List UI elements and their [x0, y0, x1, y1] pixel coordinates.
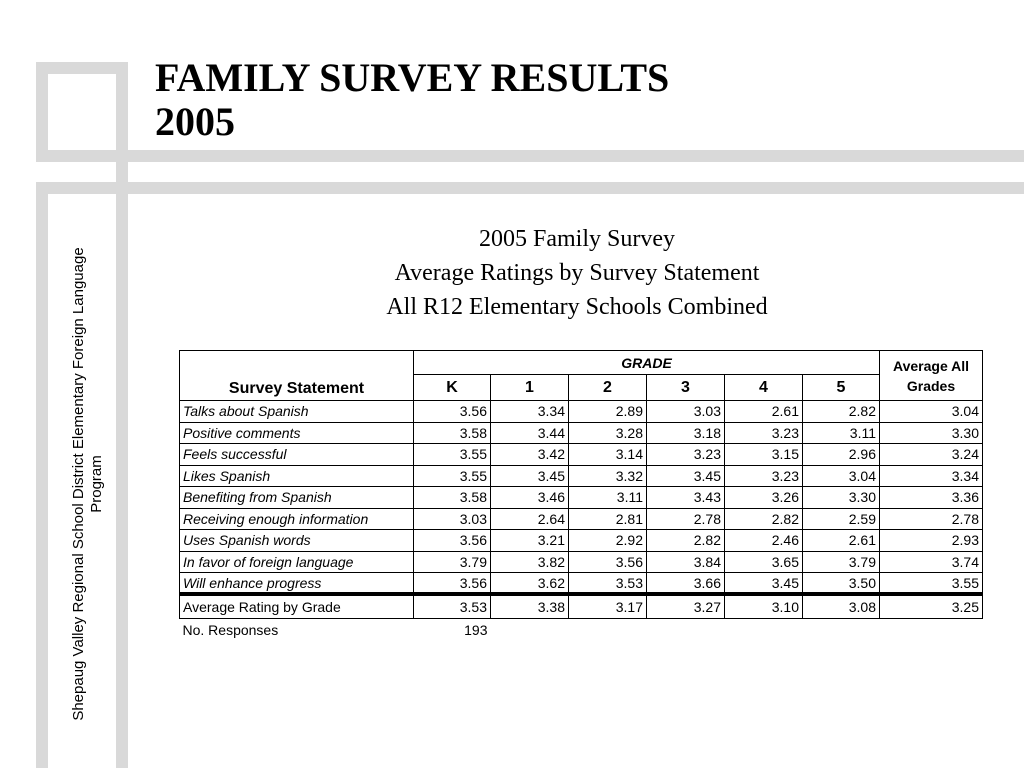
rating-cell: 3.84 — [647, 551, 725, 573]
summary-value-cell: 3.17 — [569, 594, 647, 618]
grade-column-header: 5 — [803, 375, 880, 401]
grade-column-header: 2 — [569, 375, 647, 401]
statement-cell: Benefiting from Spanish — [180, 487, 414, 509]
average-cell: 3.55 — [880, 573, 983, 595]
rating-cell: 3.56 — [569, 551, 647, 573]
rating-cell: 2.61 — [725, 401, 803, 423]
average-header-line-2: Grades — [906, 377, 956, 394]
summary-value-cell: 3.10 — [725, 594, 803, 618]
slide-title-line-1: FAMILY SURVEY RESULTS — [155, 55, 670, 100]
rating-cell: 3.46 — [491, 487, 569, 509]
summary-row — [180, 594, 983, 618]
responses-row — [180, 618, 983, 642]
summary-value-cell: 3.27 — [647, 594, 725, 618]
table-row — [180, 573, 983, 595]
average-cell: 2.93 — [880, 530, 983, 552]
frame-vertical-bar-left — [36, 182, 48, 768]
table-row — [180, 487, 983, 509]
rating-cell: 3.56 — [414, 401, 491, 423]
rating-cell: 3.50 — [803, 573, 880, 595]
rating-cell: 3.56 — [414, 573, 491, 595]
slide-title-line-2: 2005 — [155, 99, 235, 144]
rating-cell: 2.82 — [647, 530, 725, 552]
table-heading-line-3: All R12 Elementary Schools Combined — [386, 294, 768, 320]
rating-cell: 3.18 — [647, 422, 725, 444]
table-row — [180, 551, 983, 573]
average-cell: 3.24 — [880, 444, 983, 466]
summary-average-cell: 3.25 — [880, 594, 983, 618]
statement-cell: Uses Spanish words — [180, 530, 414, 552]
rating-cell: 3.82 — [491, 551, 569, 573]
summary-value-cell: 3.08 — [803, 594, 880, 618]
frame-vertical-bar-right — [116, 62, 128, 768]
average-cell: 2.78 — [880, 508, 983, 530]
average-cell: 3.36 — [880, 487, 983, 509]
average-cell: 3.30 — [880, 422, 983, 444]
rating-cell: 3.62 — [491, 573, 569, 595]
statement-cell: Will enhance progress — [180, 573, 414, 595]
table-row — [180, 530, 983, 552]
header-row-top — [180, 351, 983, 375]
rating-cell: 2.61 — [803, 530, 880, 552]
rating-cell: 3.43 — [647, 487, 725, 509]
summary-value-cell: 3.53 — [414, 594, 491, 618]
rating-cell: 3.55 — [414, 444, 491, 466]
rating-cell: 2.78 — [647, 508, 725, 530]
responses-value-cell: 193 — [464, 622, 488, 639]
rating-cell: 3.03 — [647, 401, 725, 423]
rating-cell: 2.82 — [725, 508, 803, 530]
rating-cell: 3.45 — [647, 465, 725, 487]
frame-horizontal-bar-2 — [36, 182, 1024, 194]
rating-cell: 3.30 — [803, 487, 880, 509]
rating-cell: 2.82 — [803, 401, 880, 423]
summary-label-cell: Average Rating by Grade — [180, 594, 414, 618]
rating-cell: 2.59 — [803, 508, 880, 530]
rating-cell: 3.32 — [569, 465, 647, 487]
table-heading-line-2: Average Ratings by Survey Statement — [394, 260, 760, 286]
average-cell: 3.74 — [880, 551, 983, 573]
rating-cell: 3.21 — [491, 530, 569, 552]
rating-cell: 3.15 — [725, 444, 803, 466]
statement-cell: Feels successful — [180, 444, 414, 466]
rating-cell: 2.96 — [803, 444, 880, 466]
empty-cell — [647, 618, 725, 642]
rating-cell: 3.79 — [803, 551, 880, 573]
side-caption: Shepaug Valley Regional School District Elementary Foreign Language Program — [70, 247, 105, 721]
rating-cell: 3.34 — [491, 401, 569, 423]
rating-cell: 3.58 — [414, 487, 491, 509]
rating-cell: 3.65 — [725, 551, 803, 573]
rating-cell: 3.11 — [803, 422, 880, 444]
table-heading — [352, 222, 802, 324]
rating-cell: 3.58 — [414, 422, 491, 444]
statement-cell: Talks about Spanish — [180, 401, 414, 423]
rating-cell: 2.81 — [569, 508, 647, 530]
table-row — [180, 465, 983, 487]
statement-column-header: Survey Statement — [180, 351, 414, 401]
statement-cell: In favor of foreign language — [180, 551, 414, 573]
table-row — [180, 401, 983, 423]
average-header-line-1: Average All — [893, 357, 969, 374]
empty-cell — [880, 618, 983, 642]
responses-label-cell: No. Responses — [182, 622, 279, 639]
rating-cell: 3.56 — [414, 530, 491, 552]
rating-cell: 3.23 — [647, 444, 725, 466]
rating-cell: 3.55 — [414, 465, 491, 487]
statement-cell: Receiving enough information — [180, 508, 414, 530]
empty-cell — [491, 618, 569, 642]
grade-column-header: 4 — [725, 375, 803, 401]
rating-cell: 3.11 — [569, 487, 647, 509]
rating-cell: 3.26 — [725, 487, 803, 509]
empty-cell — [725, 618, 803, 642]
statement-cell: Likes Spanish — [180, 465, 414, 487]
rating-cell: 2.64 — [491, 508, 569, 530]
grade-column-header: 3 — [647, 375, 725, 401]
survey-table — [179, 350, 983, 642]
rating-cell: 3.79 — [414, 551, 491, 573]
rating-cell: 3.66 — [647, 573, 725, 595]
table-row — [180, 422, 983, 444]
slide-title — [155, 56, 669, 144]
table-heading-line-1: 2005 Family Survey — [479, 226, 675, 252]
empty-cell — [803, 618, 880, 642]
table-row — [180, 508, 983, 530]
rating-cell: 3.42 — [491, 444, 569, 466]
rating-cell: 3.28 — [569, 422, 647, 444]
average-cell: 3.34 — [880, 465, 983, 487]
rating-cell: 2.89 — [569, 401, 647, 423]
average-column-header — [880, 351, 983, 401]
rating-cell: 3.44 — [491, 422, 569, 444]
rating-cell: 2.46 — [725, 530, 803, 552]
rating-cell: 3.45 — [725, 573, 803, 595]
rating-cell: 3.23 — [725, 465, 803, 487]
summary-value-cell: 3.38 — [491, 594, 569, 618]
rating-cell: 3.03 — [414, 508, 491, 530]
rating-cell: 3.53 — [569, 573, 647, 595]
rating-cell: 2.92 — [569, 530, 647, 552]
grade-column-header: K — [414, 375, 491, 401]
rating-cell: 3.14 — [569, 444, 647, 466]
statement-cell: Positive comments — [180, 422, 414, 444]
frame-horizontal-bar-1 — [36, 150, 1024, 162]
table-row — [180, 444, 983, 466]
grade-group-header: GRADE — [414, 351, 880, 375]
rating-cell: 3.23 — [725, 422, 803, 444]
rating-cell: 3.45 — [491, 465, 569, 487]
rating-cell: 3.04 — [803, 465, 880, 487]
empty-cell — [569, 618, 647, 642]
grade-column-header: 1 — [491, 375, 569, 401]
frame-top-box-inner — [48, 74, 116, 150]
average-cell: 3.04 — [880, 401, 983, 423]
